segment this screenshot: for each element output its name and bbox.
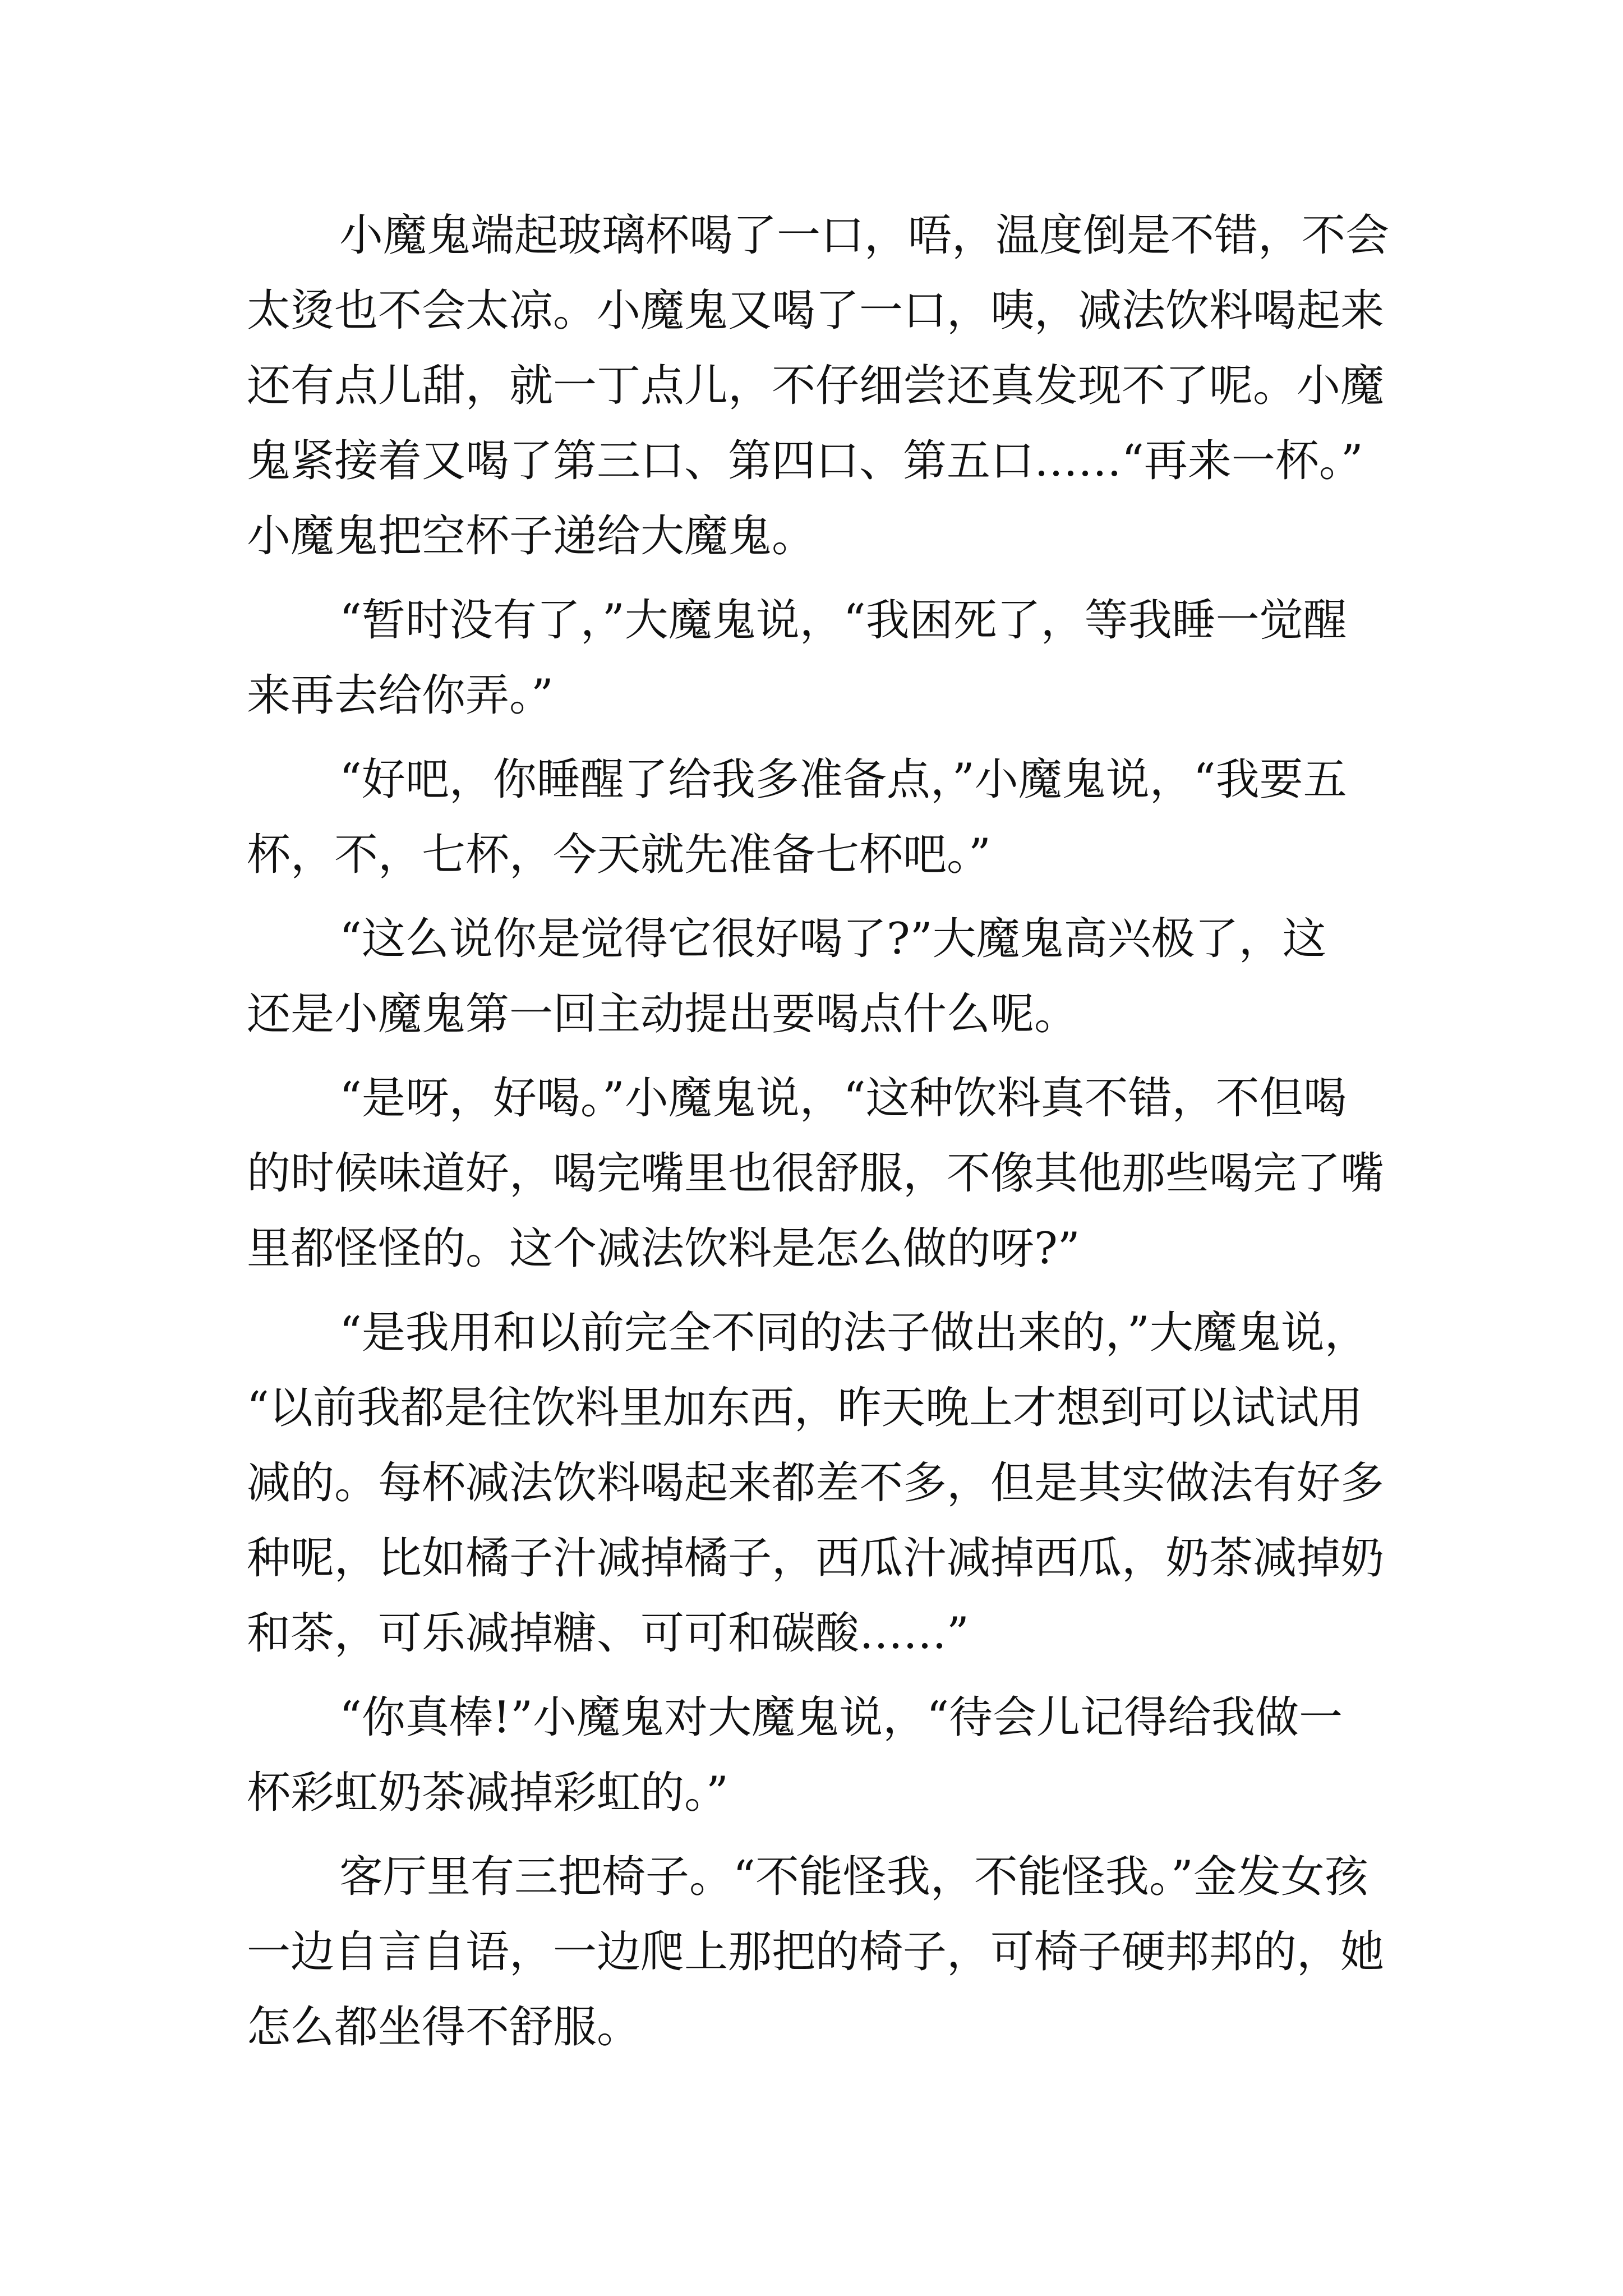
text-line: 的时候味道好，喝完嘴里也很舒服，不像其他那些喝完了嘴 — [247, 1148, 1385, 1199]
text-line: 还有点儿甜，就一丁点儿，不仔细尝还真发现不了呢。小魔 — [247, 361, 1385, 411]
text-line: “暂时没有了，”大魔鬼说，“我困死了，等我睡一觉醒 — [339, 595, 1347, 646]
text-line: 一边自言自语，一边爬上那把的椅子，可椅子硬邦邦的，她 — [247, 1927, 1385, 1977]
text-line: 小魔鬼把空杯子递给大魔鬼。 — [247, 511, 816, 562]
text-line: 客厅里有三把椅子。“不能怪我，不能怪我。”金发女孩 — [339, 1852, 1368, 1902]
text-line: 里都怪怪的。这个减法饮料是怎么做的呀?” — [247, 1223, 1080, 1274]
text-line: 太烫也不会太凉。小魔鬼又喝了一口，咦，减法饮料喝起来 — [247, 286, 1385, 336]
text-line: 怎么都坐得不舒服。 — [247, 2002, 641, 2053]
text-line: 种呢，比如橘子汁减掉橘子，西瓜汁减掉西瓜，奶茶减掉奶 — [247, 1533, 1385, 1584]
text-line: 来再去给你弄。” — [247, 670, 554, 721]
text-line: “是呀，好喝。”小魔鬼说，“这种饮料真不错，不但喝 — [339, 1073, 1347, 1124]
text-line: “是我用和以前完全不同的法子做出来的，”大魔鬼说， — [339, 1308, 1368, 1358]
text-line: 和茶，可乐减掉糖、可可和碳酸……” — [247, 1608, 969, 1659]
text-line: 减的。每杯减法饮料喝起来都差不多，但是其实做法有好多 — [247, 1458, 1385, 1508]
text-line: “你真棒!”小魔鬼对大魔鬼说，“待会儿记得给我做一 — [339, 1692, 1343, 1743]
text-line: “好吧，你睡醒了给我多准备点，”小魔鬼说，“我要五 — [339, 754, 1347, 805]
text-line: “以前我都是往饮料里加东西，昨天晚上才想到可以试试用 — [247, 1383, 1363, 1433]
text-line: 还是小魔鬼第一回主动提出要喝点什么呢。 — [247, 989, 1078, 1039]
text-line: 小魔鬼端起玻璃杯喝了一口，唔，温度倒是不错，不会 — [339, 210, 1390, 261]
text-line: 杯，不，七杯，今天就先准备七杯吧。” — [247, 830, 991, 880]
text-line: 杯彩虹奶茶减掉彩虹的。” — [247, 1768, 728, 1818]
text-line: 鬼紧接着又喝了第三口、第四口、第五口……“再来一杯。” — [247, 436, 1363, 486]
text-line: “这么说你是觉得它很好喝了?”大魔鬼高兴极了，这 — [339, 914, 1326, 964]
